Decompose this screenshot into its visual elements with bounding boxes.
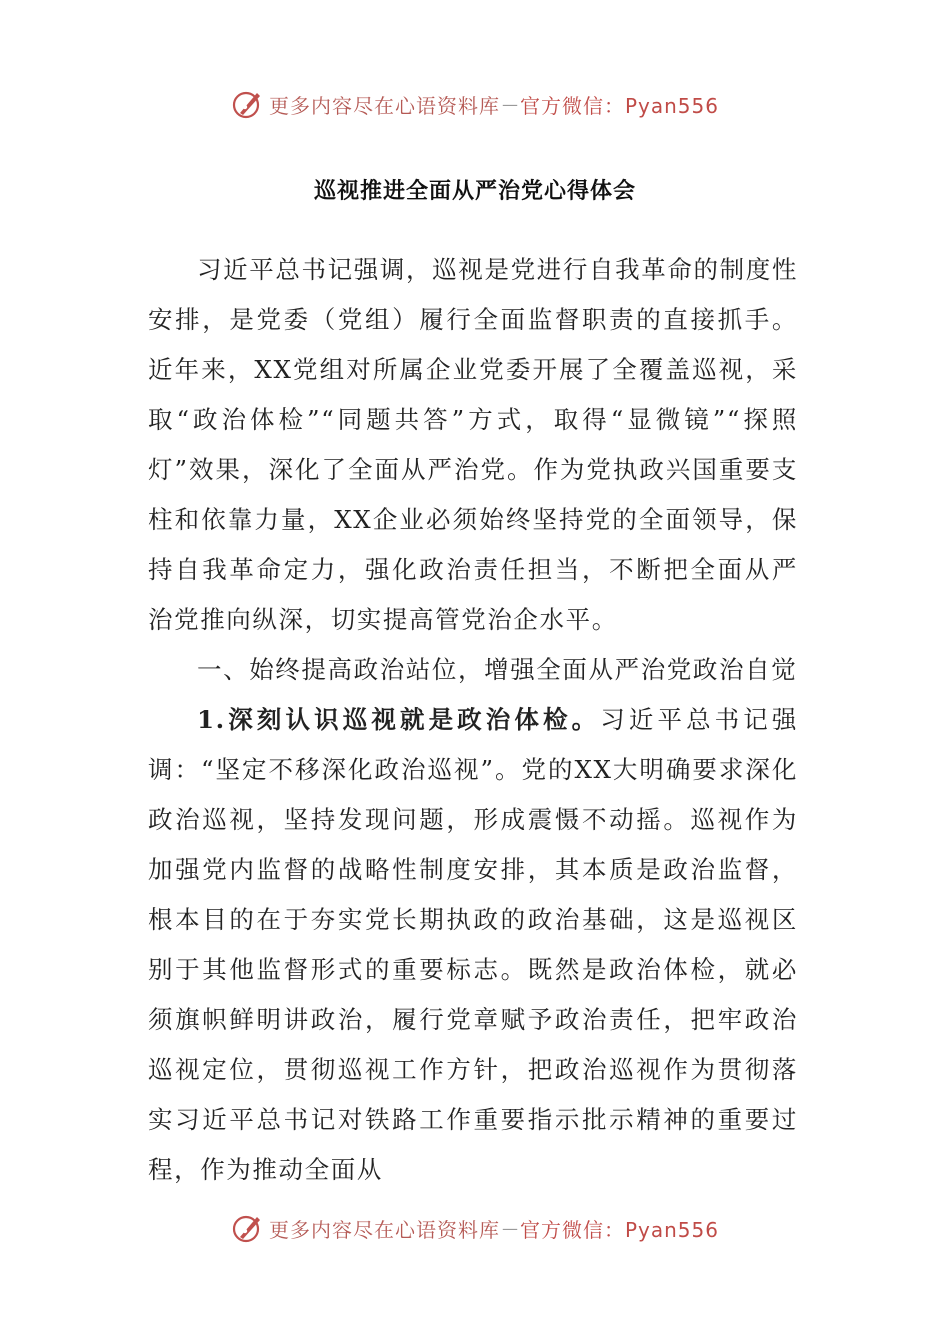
item-body: 习近平总书记强调：“坚定不移深化政治巡视”。党的XX大明确要求深化政治巡视，坚持发现问题，形成震慑不动摇。巡视作为加强党内监督的战略性制度安排，其本质是政治监督，根本目的在于夯实党长期执政的政治基础，这是巡视区别于其他监督形式的重要标志。既然是政治体检，就必须旗帜鲜明讲政治，履行党章赋予政治责任，把牢政治巡视定位，贯彻巡视工作方针，把政治巡视作为贯彻落实习近平总书记对铁路工作重要指示批示精神的重要过程，作为推动全面从 [148, 705, 798, 1184]
watermark-contact: 官方微信：Pyan556 [519, 93, 719, 118]
watermark-contact: 官方微信：Pyan556 [519, 1217, 719, 1242]
item-paragraph [148, 695, 798, 1195]
section-heading: 一、始终提高政治站位，增强全面从严治党政治自觉 [197, 655, 798, 684]
document-title: 巡视推进全面从严治党心得体会 [313, 178, 636, 204]
pen-nib-circle-icon [231, 1211, 265, 1245]
pen-nib-circle-icon [231, 87, 265, 121]
watermark-separator: — [501, 94, 518, 114]
watermark-text: 更多内容尽在心语资料库 [268, 1217, 500, 1242]
watermark-footer [0, 1208, 950, 1248]
watermark-text: 更多内容尽在心语资料库 [268, 93, 500, 118]
document-body [148, 245, 798, 1195]
intro-paragraph: 习近平总书记强调，巡视是党进行自我革命的制度性安排，是党委（党组）履行全面监督职责的直接抓手。近年来，XX党组对所属企业党委开展了全覆盖巡视，采取“政治体检”“同题共答”方式，取得“显微镜”“探照灯”效果，深化了全面从严治党。作为党执政兴国重要支柱和依靠力量，XX企业必须始终坚持党的全面领导，保持自我革命定力，强化政治责任担当，不断把全面从严治党推向纵深，切实提高管党治企水平。 [148, 255, 798, 634]
watermark-separator: — [501, 1218, 518, 1238]
watermark-header [0, 84, 950, 124]
item-lead: 1.深刻认识巡视就是政治体检。 [197, 705, 601, 734]
